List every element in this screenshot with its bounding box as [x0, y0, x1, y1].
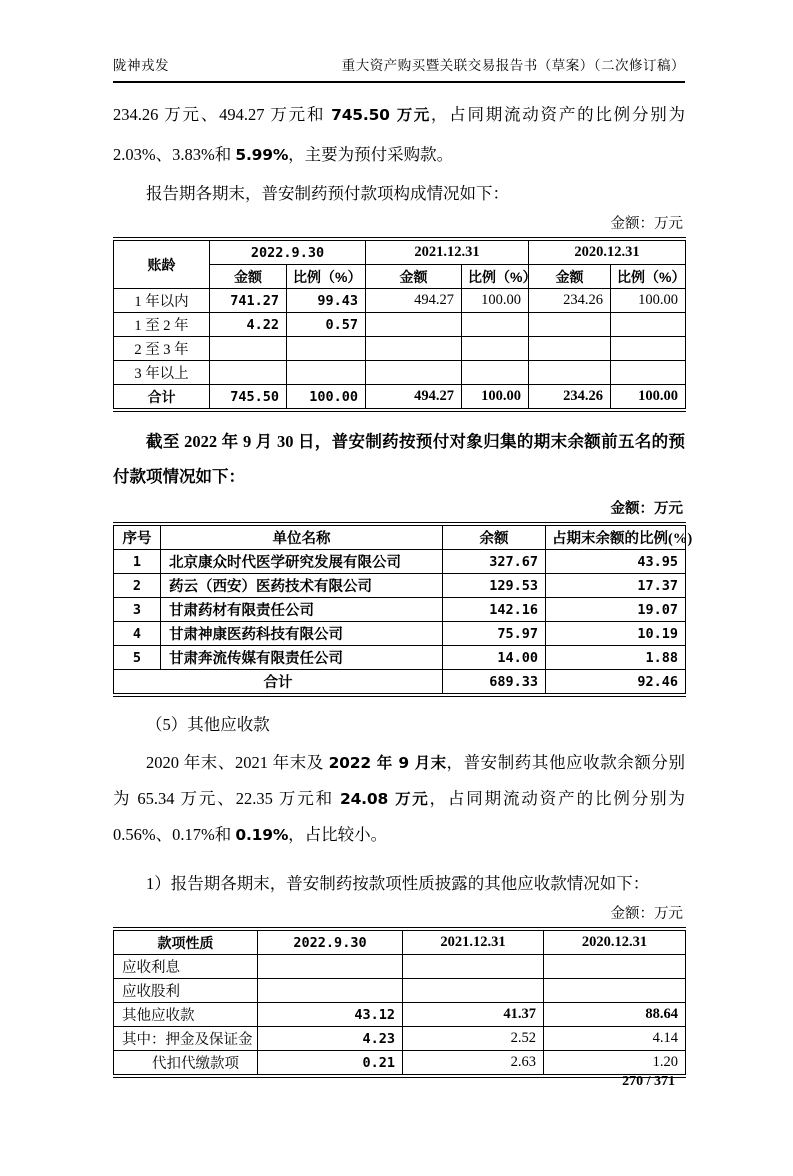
- unit-label-top5: 金额：万元: [610, 501, 683, 517]
- table-row: [114, 337, 686, 361]
- col-header-2020: 2020.12.31: [529, 239, 686, 265]
- cell-company-name: 甘肃神康医药科技有限公司: [161, 622, 443, 646]
- cell-value: [462, 361, 529, 385]
- table-row: [114, 574, 686, 598]
- col-header-amount: 金额: [366, 265, 462, 289]
- col-header-aging: 账龄: [114, 239, 210, 289]
- header-company-name: 陇神戎发: [113, 58, 169, 73]
- col-header-balance: 余额: [443, 524, 546, 550]
- table-row: [114, 1027, 686, 1051]
- table-row: [114, 289, 686, 313]
- cell-index: 4: [114, 622, 161, 646]
- text-run: 2020 年末、2021 年末及: [146, 753, 329, 772]
- table-row: [114, 313, 686, 337]
- cell-value: [366, 313, 462, 337]
- heading-other-receivables: （5）其他应收款: [146, 715, 270, 734]
- text-run: ，占同期流动资产的比例分别为 0.56%、0.17%和: [113, 789, 686, 844]
- col-header-2021: 2021.12.31: [403, 929, 544, 955]
- cell-value: 494.27: [366, 385, 462, 411]
- cell-value: 100.00: [611, 289, 686, 313]
- text-run: ，普安制药其他应收款余额分别为 65.34 万元、22.35 万元和: [113, 753, 686, 808]
- col-header-2022: 2022.9.30: [258, 929, 403, 955]
- cell-value: 100.00: [287, 385, 366, 411]
- table-row: [114, 622, 686, 646]
- cell-value: [462, 337, 529, 361]
- cell-index: 1: [114, 550, 161, 574]
- row-label: 代扣代缴款项: [114, 1051, 258, 1077]
- text-run-bold: 0.19%: [235, 826, 289, 844]
- top5-header-row: [114, 524, 686, 550]
- table-row: [114, 1003, 686, 1027]
- paragraph-other-receivables: [113, 745, 685, 853]
- col-header-index: 序号: [114, 524, 161, 550]
- text-run-bold: 2022 年 9 月末: [328, 754, 447, 772]
- row-label: 应收股利: [114, 979, 258, 1003]
- cell-value: 1.88: [546, 646, 686, 670]
- page-header: [113, 54, 685, 83]
- col-header-nature: 款项性质: [114, 929, 258, 955]
- cell-value: [529, 313, 611, 337]
- text-run-bold: 5.99%: [235, 146, 289, 164]
- col-header-2020: 2020.12.31: [544, 929, 686, 955]
- other-header-row: [114, 929, 686, 955]
- table-row: [114, 955, 686, 979]
- text-run: 234.26 万元、494.27 万元和: [113, 105, 332, 124]
- cell-value: [529, 361, 611, 385]
- cell-value: 17.37: [546, 574, 686, 598]
- row-label: 其他应收款: [114, 1003, 258, 1027]
- table-row: [114, 361, 686, 385]
- cell-value: 75.97: [443, 622, 546, 646]
- row-label: 1 至 2 年: [114, 313, 210, 337]
- cell-value: [287, 337, 366, 361]
- col-header-company: 单位名称: [161, 524, 443, 550]
- cell-value: 129.53: [443, 574, 546, 598]
- row-label: 2 至 3 年: [114, 337, 210, 361]
- col-header-ratio: 比例（%）: [287, 265, 366, 289]
- cell-company-name: 甘肃奔流传媒有限责任公司: [161, 646, 443, 670]
- header-report-title: 重大资产购买暨关联交易报告书（草案）（二次修订稿）: [341, 58, 685, 73]
- paragraph-nature-intro: 1）报告期各期末，普安制药按款项性质披露的其他应收款情况如下：: [146, 874, 650, 893]
- text-run: ，主要为预付采购款。: [288, 145, 454, 164]
- cell-value: 19.07: [546, 598, 686, 622]
- cell-value: [403, 979, 544, 1003]
- other-receivables-table: [113, 927, 686, 1078]
- paragraph-prepay-table-intro: 报告期各期末，普安制药预付款项构成情况如下：: [146, 184, 509, 203]
- cell-value: 4.22: [210, 313, 287, 337]
- row-label: 应收利息: [114, 955, 258, 979]
- col-header-amount: 金额: [210, 265, 287, 289]
- cell-value: [258, 979, 403, 1003]
- cell-value: 2.52: [403, 1027, 544, 1051]
- col-header-amount: 金额: [529, 265, 611, 289]
- cell-value: 4.23: [258, 1027, 403, 1051]
- cell-value: 0.57: [287, 313, 366, 337]
- col-header-balance-ratio: 占期末余额的比例(%): [546, 524, 686, 550]
- cell-value: 88.64: [544, 1003, 686, 1027]
- col-header-ratio: 比例（%）: [462, 265, 529, 289]
- cell-value: 0.21: [258, 1051, 403, 1077]
- aging-header-row-years: [114, 239, 686, 265]
- cell-index: 5: [114, 646, 161, 670]
- cell-value: 327.67: [443, 550, 546, 574]
- cell-value: 2.63: [403, 1051, 544, 1077]
- cell-company-name: 甘肃药材有限责任公司: [161, 598, 443, 622]
- cell-value: 234.26: [529, 289, 611, 313]
- row-label: 1 年以内: [114, 289, 210, 313]
- cell-value: 99.43: [287, 289, 366, 313]
- cell-value: 14.00: [443, 646, 546, 670]
- cell-value: 689.33: [443, 670, 546, 696]
- text-run-bold: 24.08 万元: [340, 790, 430, 808]
- cell-value: 234.26: [529, 385, 611, 411]
- page-content: [113, 95, 693, 1078]
- cell-value: 41.37: [403, 1003, 544, 1027]
- cell-value: [611, 337, 686, 361]
- aging-table: [113, 237, 686, 412]
- table-row: [114, 979, 686, 1003]
- col-header-2022: 2022.9.30: [210, 239, 366, 265]
- cell-value: 142.16: [443, 598, 546, 622]
- cell-value: [529, 337, 611, 361]
- cell-value: [544, 979, 686, 1003]
- cell-value: [366, 337, 462, 361]
- unit-label-other: 金额：万元: [610, 906, 683, 922]
- cell-value: [366, 361, 462, 385]
- table-row-total: [114, 385, 686, 411]
- cell-value: 745.50: [210, 385, 287, 411]
- cell-value: 741.27: [210, 289, 287, 313]
- table-row: [114, 1051, 686, 1077]
- table-row-total: [114, 670, 686, 696]
- cell-value: 494.27: [366, 289, 462, 313]
- cell-value: [287, 361, 366, 385]
- table-row: [114, 598, 686, 622]
- table-row: [114, 550, 686, 574]
- cell-value: [258, 955, 403, 979]
- cell-value: [611, 313, 686, 337]
- cell-index: 3: [114, 598, 161, 622]
- table-row: [114, 646, 686, 670]
- cell-value: 1.20: [544, 1051, 686, 1077]
- cell-company-name: 药云（西安）医药技术有限公司: [161, 574, 443, 598]
- col-header-ratio: 比例（%）: [611, 265, 686, 289]
- row-label: 其中：押金及保证金: [114, 1027, 258, 1051]
- cell-value: 10.19: [546, 622, 686, 646]
- cell-value: 92.46: [546, 670, 686, 696]
- cell-value: [210, 337, 287, 361]
- cell-value: 100.00: [611, 385, 686, 411]
- cell-value: 100.00: [462, 385, 529, 411]
- row-label: 3 年以上: [114, 361, 210, 385]
- row-label-total: 合计: [114, 670, 443, 696]
- paragraph-prepaid-ratio: [113, 95, 685, 175]
- unit-label-aging: 金额：万元: [610, 216, 683, 232]
- col-header-2021: 2021.12.31: [366, 239, 529, 265]
- row-label-total: 合计: [114, 385, 210, 411]
- cell-value: [462, 313, 529, 337]
- cell-index: 2: [114, 574, 161, 598]
- text-run: ，占同期流动资产的比例分别为 2.03%、3.83%和: [113, 105, 686, 164]
- report-page: [0, 54, 793, 1176]
- cell-value: [611, 361, 686, 385]
- cell-value: [403, 955, 544, 979]
- top5-prepay-table: [113, 522, 693, 697]
- cell-company-name: 北京康众时代医学研究发展有限公司: [161, 550, 443, 574]
- text-run-bold: 745.50 万元: [331, 106, 431, 124]
- cell-value: [210, 361, 287, 385]
- cell-value: 43.12: [258, 1003, 403, 1027]
- cell-value: 100.00: [462, 289, 529, 313]
- page-number: 270 / 371: [622, 1074, 675, 1089]
- cell-value: [544, 955, 686, 979]
- text-run: ，占比较小。: [288, 825, 388, 844]
- cell-value: 43.95: [546, 550, 686, 574]
- paragraph-top5-intro: 截至 2022 年 9 月 30 日，普安制药按预付对象归集的期末余额前五名的预付款项情况如下：: [113, 432, 685, 486]
- cell-value: 4.14: [544, 1027, 686, 1051]
